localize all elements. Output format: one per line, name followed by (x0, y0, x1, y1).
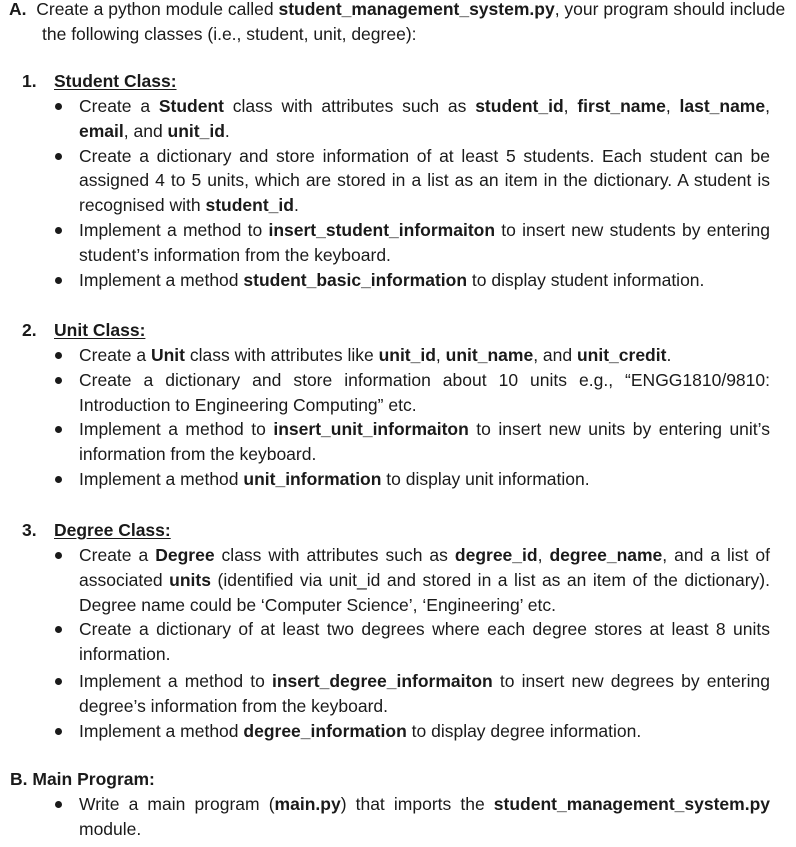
section-number: 2. (22, 320, 37, 340)
bold-term: insert_unit_informaiton (273, 419, 469, 440)
bold-term: unit_name (445, 345, 534, 365)
bold-term: degree_id (454, 545, 538, 565)
bullet-item: Create a Student class with attributes such as student_id, first_name, last_name, email, and unit_id. (0, 94, 790, 144)
bold-term: student_basic_information (243, 269, 468, 290)
bullet-item: Implement a method unit_information to display unit information. (0, 467, 790, 492)
bullet-item: Create a Degree class with attributes such as degree_id, degree_name, and a list of associated units (identified via unit_id and stored in a list as an item of the dictionary). Degree name could be ‘Computer Science’, ‘Engineering’ etc. (0, 543, 790, 617)
bold-term: last_name (679, 96, 766, 116)
section-heading-degree (22, 518, 171, 543)
intro-paragraph (0, 0, 790, 47)
bullet-item: Write a main program (main.py) that imports the student_management_system.py module. (0, 792, 790, 842)
bold-term: student_id (475, 96, 564, 116)
degree-class-list (0, 543, 790, 743)
bold-term: unit_id (378, 345, 436, 365)
intro-pre: Create a python module called (36, 0, 279, 19)
intro-module: student_management_system.py (278, 0, 555, 19)
section-title: Degree Class: (54, 520, 171, 540)
bullet-item: Create a Unit class with attributes like unit_id, unit_name, and unit_credit. (0, 343, 790, 368)
student-class-list (0, 94, 790, 292)
main-program-list (0, 792, 790, 842)
bold-term: student_management_system.py (493, 794, 770, 814)
bold-term: unit_information (243, 468, 382, 489)
section-title: Unit Class: (54, 320, 146, 340)
main-program-title: B. Main Program: (10, 769, 155, 789)
bold-term: Unit (150, 345, 186, 365)
bullet-item: Create a dictionary and store information of at least 5 students. Each student can be assigned 4 to 5 units, which are stored in a list as an item in the dictionary. A student is recognised with student_id. (0, 144, 790, 218)
bold-term: units (169, 569, 211, 590)
bold-term: Student (158, 96, 224, 116)
bold-term: email (79, 120, 124, 141)
bold-term: degree_information (243, 720, 407, 741)
intro-label: A. (9, 0, 27, 19)
unit-class-list (0, 343, 790, 492)
bold-term: degree_name (549, 545, 663, 565)
bold-term: Degree (155, 545, 215, 565)
section-number: 3. (22, 520, 37, 540)
bold-term: insert_degree_informaiton (271, 670, 493, 691)
bullet-item: Implement a method to insert_degree_informaiton to insert new degrees by entering degree’s information from the keyboard. (0, 669, 790, 719)
intro-post: , your program should include the following classes (i.e., student, unit, degree): (42, 0, 786, 44)
bullet-item: Create a dictionary and store information about 10 units e.g., “ENGG1810/9810: Introduction to Engineering Computing” etc. (0, 368, 790, 418)
bold-term: insert_student_informaiton (268, 219, 496, 240)
section-heading-unit (22, 318, 145, 343)
bullet-item: Implement a method to insert_student_informaiton to insert new students by entering student’s information from the keyboard. (0, 218, 790, 268)
section-number: 1. (22, 71, 37, 91)
bullet-item: Create a dictionary of at least two degrees where each degree stores at least 8 units information. (0, 617, 790, 667)
bold-term: student_id (205, 195, 294, 216)
section-title: Student Class: (54, 71, 177, 91)
bullet-item: Implement a method to insert_unit_informaiton to insert new units by entering unit’s information from the keyboard. (0, 417, 790, 467)
bold-term: main.py (274, 794, 341, 814)
bold-term: first_name (577, 96, 666, 116)
bullet-item: Implement a method degree_information to display degree information. (0, 719, 790, 744)
bold-term: unit_id (167, 120, 225, 141)
bold-term: unit_credit (576, 345, 667, 365)
section-heading-student (22, 69, 177, 94)
main-program-heading (10, 767, 155, 792)
bullet-item: Implement a method student_basic_information to display student information. (0, 268, 790, 293)
